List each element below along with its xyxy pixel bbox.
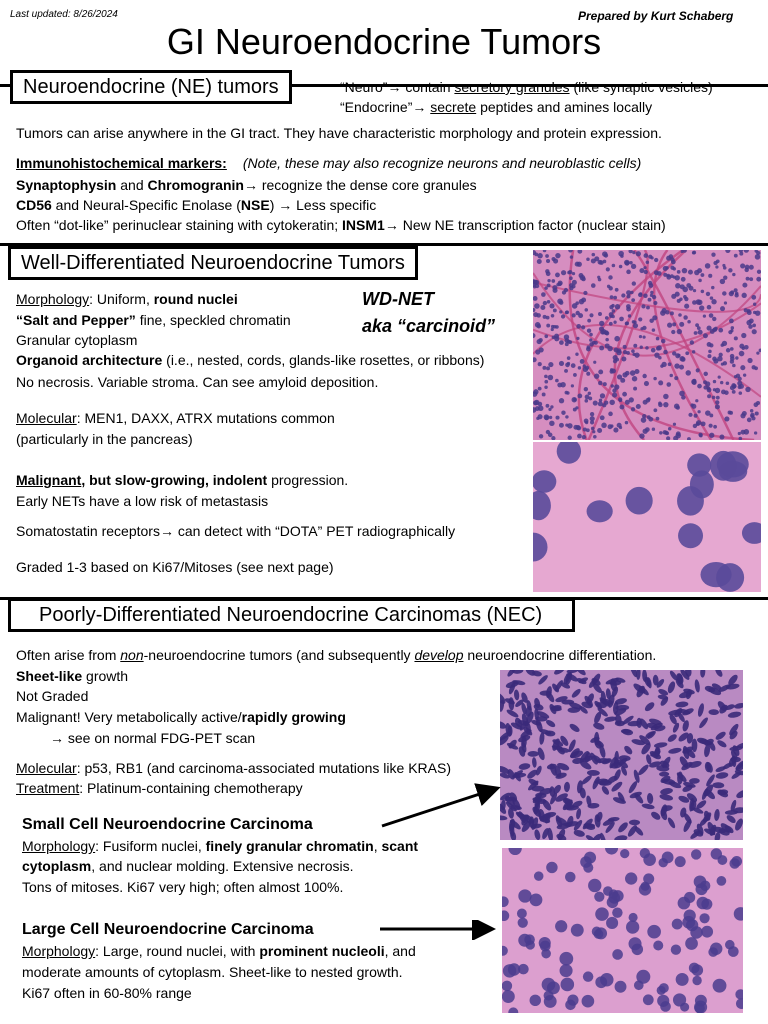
large-cell-ki67: Ki67 often in 60-80% range (22, 985, 192, 1001)
large-cell-cytoplasm: moderate amounts of cytoplasm. Sheet-like to nested growth. (22, 964, 403, 980)
section-heading-nec: Poorly-Differentiated Neuroendocrine Carcinomas (NEC) (8, 598, 575, 632)
small-cell-mitoses: Tons of mitoses. Ki67 very high; often almost 100%. (22, 879, 344, 895)
wd-morphology: Morphology: Uniform, round nuclei (16, 291, 238, 307)
nec-origin: Often arise from non-neuroendocrine tumors (and subsequently develop neuroendocrine differentiation. (16, 647, 657, 663)
neuro-definition: “Neuro”→ contain secretory granules (like synaptic vesicles) (340, 79, 713, 95)
nec-not-graded: Not Graded (16, 688, 89, 704)
last-updated: Last updated: 8/26/2024 (10, 9, 118, 20)
wdnet-label: WD-NET (362, 289, 434, 309)
wd-somatostatin: Somatostatin receptors→ can detect with “DOTA” PET radiographically (16, 523, 456, 539)
nec-malignant: Malignant! Very metabolically active/rapidly growing (16, 709, 346, 725)
wd-graded: Graded 1-3 based on Ki67/Mitoses (see next page) (16, 559, 334, 575)
author-credit: Prepared by Kurt Schaberg (578, 9, 734, 23)
wd-malignant: Malignant, but slow-growing, indolent progression. (16, 472, 349, 488)
ne-intro: Tumors can arise anywhere in the GI tract. They have characteristic morphology and protein expression. (16, 125, 662, 141)
section-heading-wd: Well-Differentiated Neuroendocrine Tumors (8, 246, 418, 280)
wd-organoid: Organoid architecture (i.e., nested, cords, glands-like rosettes, or ribbons) (16, 352, 485, 368)
page-title: GI Neuroendocrine Tumors (166, 21, 602, 62)
wd-early: Early NETs have a low risk of metastasis (16, 493, 269, 509)
ihc-cd56: CD56 and Neural-Specific Enolase (NSE) → Less specific (16, 197, 377, 213)
nec-sheet: Sheet-like growth (16, 668, 129, 684)
ihc-heading: Immunohistochemical markers: (Note, these may also recognize neurons and neuroblastic cells) (16, 155, 642, 171)
large-cell-title: Large Cell Neuroendocrine Carcinoma (22, 921, 314, 938)
wd-necrosis: No necrosis. Variable stroma. Can see amyloid deposition. (16, 374, 379, 390)
small-cell-morphology-2: cytoplasm, and nuclear molding. Extensive necrosis. (22, 858, 354, 874)
small-cell-histology-image (500, 670, 743, 840)
nec-treatment: Treatment: Platinum-containing chemotherapy (16, 780, 303, 796)
wd-molecular: Molecular: MEN1, DAXX, ATRX mutations common (16, 410, 335, 426)
arrow-to-large-cell-image (375, 920, 500, 940)
ihc-insm1: Often “dot-like” perinuclear staining with cytokeratin; INSM1→ New NE transcription factor (nuclear stain) (16, 217, 666, 233)
wd-molecular-note: (particularly in the pancreas) (16, 431, 193, 447)
small-cell-title: Small Cell Neuroendocrine Carcinoma (22, 816, 313, 833)
wd-net-low-power-image (533, 250, 761, 440)
wd-net-high-power-image (533, 442, 761, 592)
endocrine-definition: “Endocrine”→ secrete peptides and amines locally (340, 99, 653, 115)
wd-salt-pepper: “Salt and Pepper” fine, speckled chromatin (16, 312, 291, 328)
large-cell-morphology: Morphology: Large, round nuclei, with prominent nucleoli, and (22, 943, 416, 959)
wd-granular: Granular cytoplasm (16, 332, 138, 348)
nec-fdg: → see on normal FDG-PET scan (50, 730, 256, 746)
ihc-synaptophysin: Synaptophysin and Chromogranin→ recognize the dense core granules (16, 177, 477, 193)
nec-molecular: Molecular: p53, RB1 (and carcinoma-associated mutations like KRAS) (16, 760, 451, 776)
section-heading-ne: Neuroendocrine (NE) tumors (10, 70, 292, 104)
small-cell-morphology: Morphology: Fusiform nuclei, finely granular chromatin, scant (22, 838, 419, 854)
arrow-to-small-cell-image (370, 780, 505, 835)
carcinoid-label: aka “carcinoid” (362, 316, 496, 336)
large-cell-histology-image (502, 848, 743, 1013)
